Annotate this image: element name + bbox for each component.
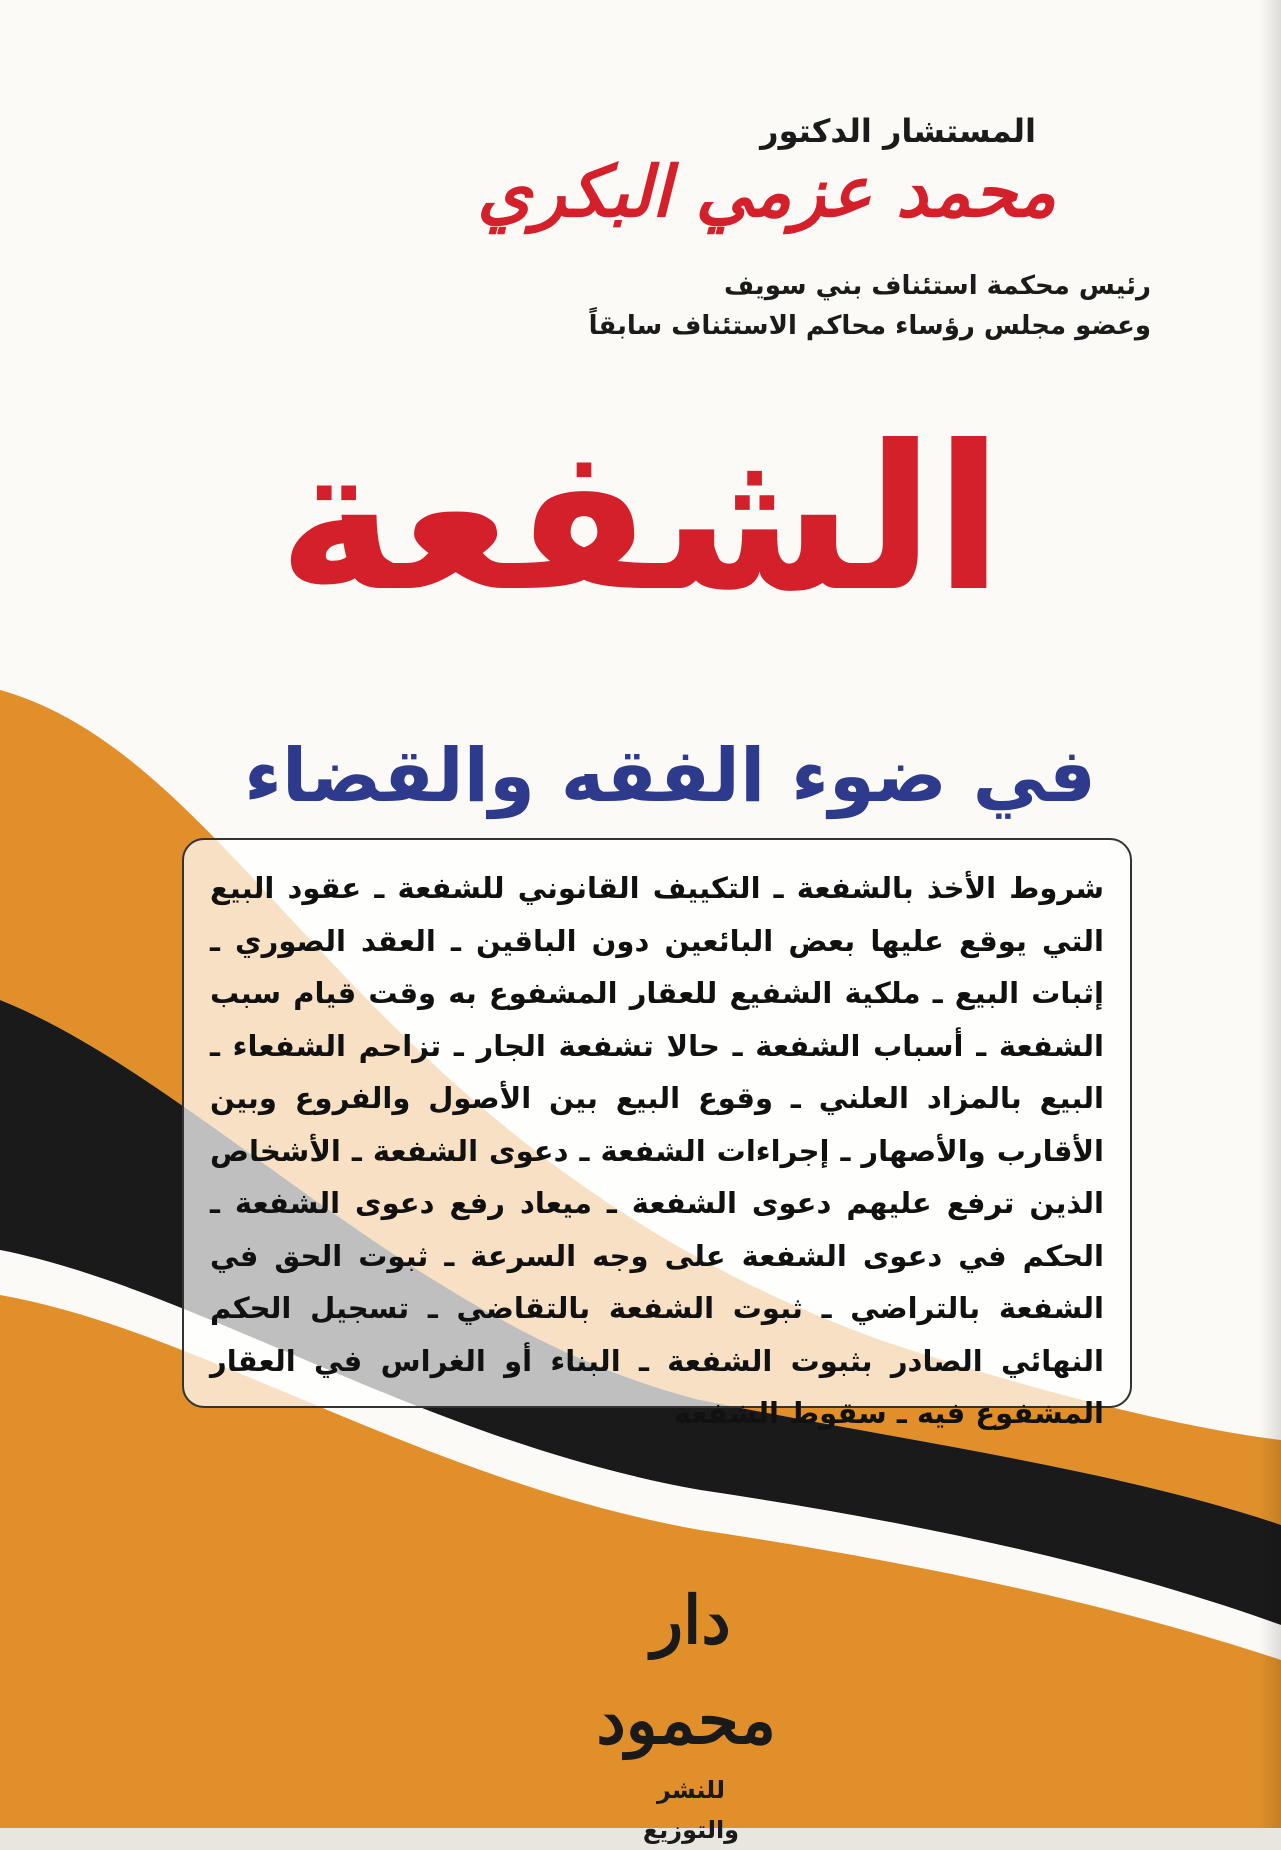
book-subtitle: في ضوء الفقه والقضاء [244, 733, 1096, 819]
publisher-tagline: للنشر والتوزيع [642, 1776, 740, 1844]
author-role [251, 266, 1151, 346]
publisher-logo [596, 1570, 776, 1844]
topics-summary-box: شروط الأخذ بالشفعة ـ التكييف القانوني للشفعة ـ عقود البيع التي يوقع عليها بعض البائعين دون الباقين ـ العقد الصوري ـ إثبات البيع ـ ملكية الشفيع للعقار المشفوع به وقت قيام سبب الشفعة ـ أسباب الشفعة ـ حالا تشفعة الجار ـ تزاحم الشفعاء ـ البيع بالمزاد العلني ـ وقوع البيع بين الأصول والفروع وبين الأقارب والأصهار ـ إجراءات الشفعة ـ دعوى الشفعة ـ الأشخاص الذين ترفع عليهم دعوى الشفعة ـ ميعاد رفع دعوى الشفعة ـ الحكم في دعوى الشفعة على وجه السرعة ـ ثبوت الحق في الشفعة بالتراضي ـ ثبوت الشفعة بالتقاضي ـ تسجيل الحكم النهائي الصادر بثبوت الشفعة ـ البناء أو الغراس في العقار المشفوع فيه ـ سقوط الشفعة [182, 838, 1132, 1408]
author-title: المستشار الدكتور [760, 112, 1036, 150]
author-role-line-2: وعضو مجلس رؤساء محاكم الاستئناف سابقاً [588, 311, 1151, 341]
author-role-line-1: رئيس محكمة استئناف بني سويف [723, 271, 1151, 301]
publisher-logo-mark: دار محمود [596, 1581, 776, 1759]
book-title: الشفعة [277, 403, 1004, 636]
spine-edge-shadow [1259, 0, 1281, 1828]
author-name: محمد عزمي البكري [477, 150, 1056, 233]
